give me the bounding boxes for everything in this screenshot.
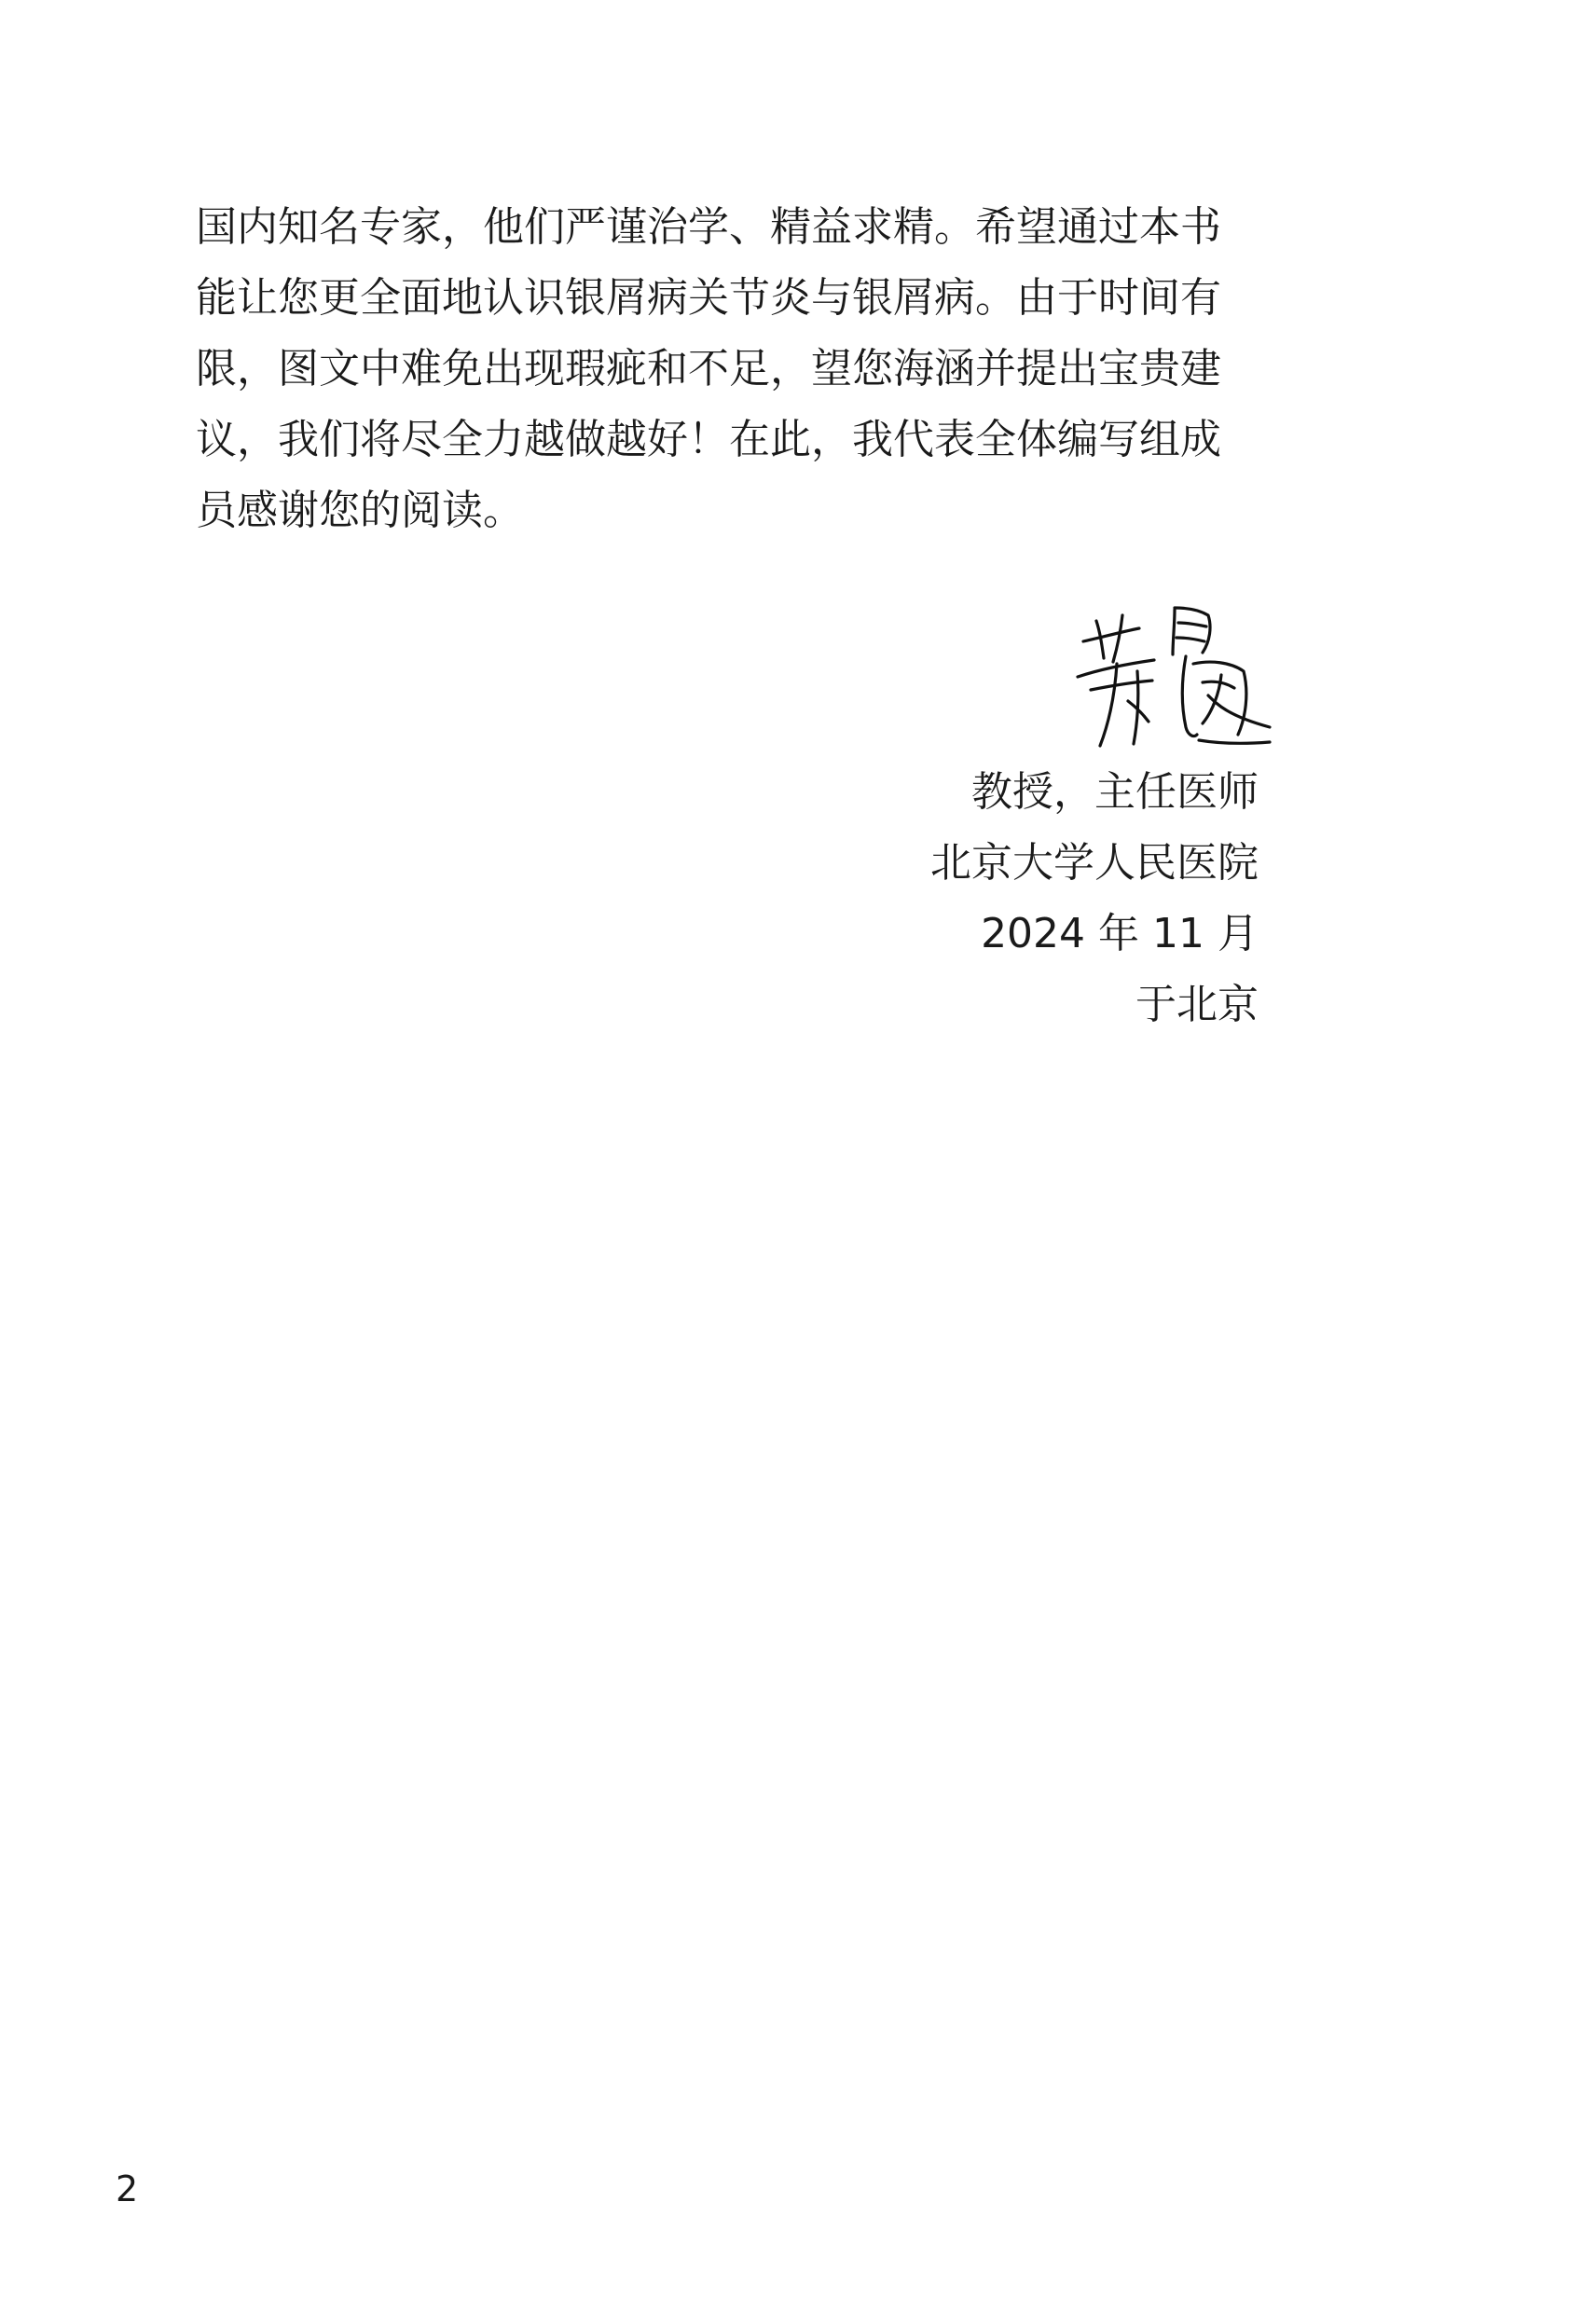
signoff-block: [930, 757, 1259, 1040]
body-line: 限，图文中难免出现瑕疵和不足，望您海涵并提出宝贵建: [196, 345, 1221, 392]
handwritten-signature: [1063, 604, 1277, 753]
page-number: 2: [116, 2168, 139, 2209]
body-line: 议，我们将尽全力越做越好！在此，我代表全体编写组成: [196, 416, 1221, 463]
author-institution: 北京大学人民医院: [930, 839, 1259, 887]
body-line: 国内知名专家，他们严谨治学、精益求精。希望通过本书: [196, 203, 1221, 251]
signoff-date: 2024 年 11 月: [981, 910, 1259, 957]
body-paragraph: [196, 192, 1268, 546]
signoff-place: 于北京: [1135, 981, 1259, 1028]
body-line: 员感谢您的阅读。: [196, 487, 524, 534]
signature-drawing: [1063, 604, 1277, 753]
body-line: 能让您更全面地认识银屑病关节炎与银屑病。由于时间有: [196, 274, 1221, 322]
author-title: 教授，主任医师: [971, 768, 1259, 816]
